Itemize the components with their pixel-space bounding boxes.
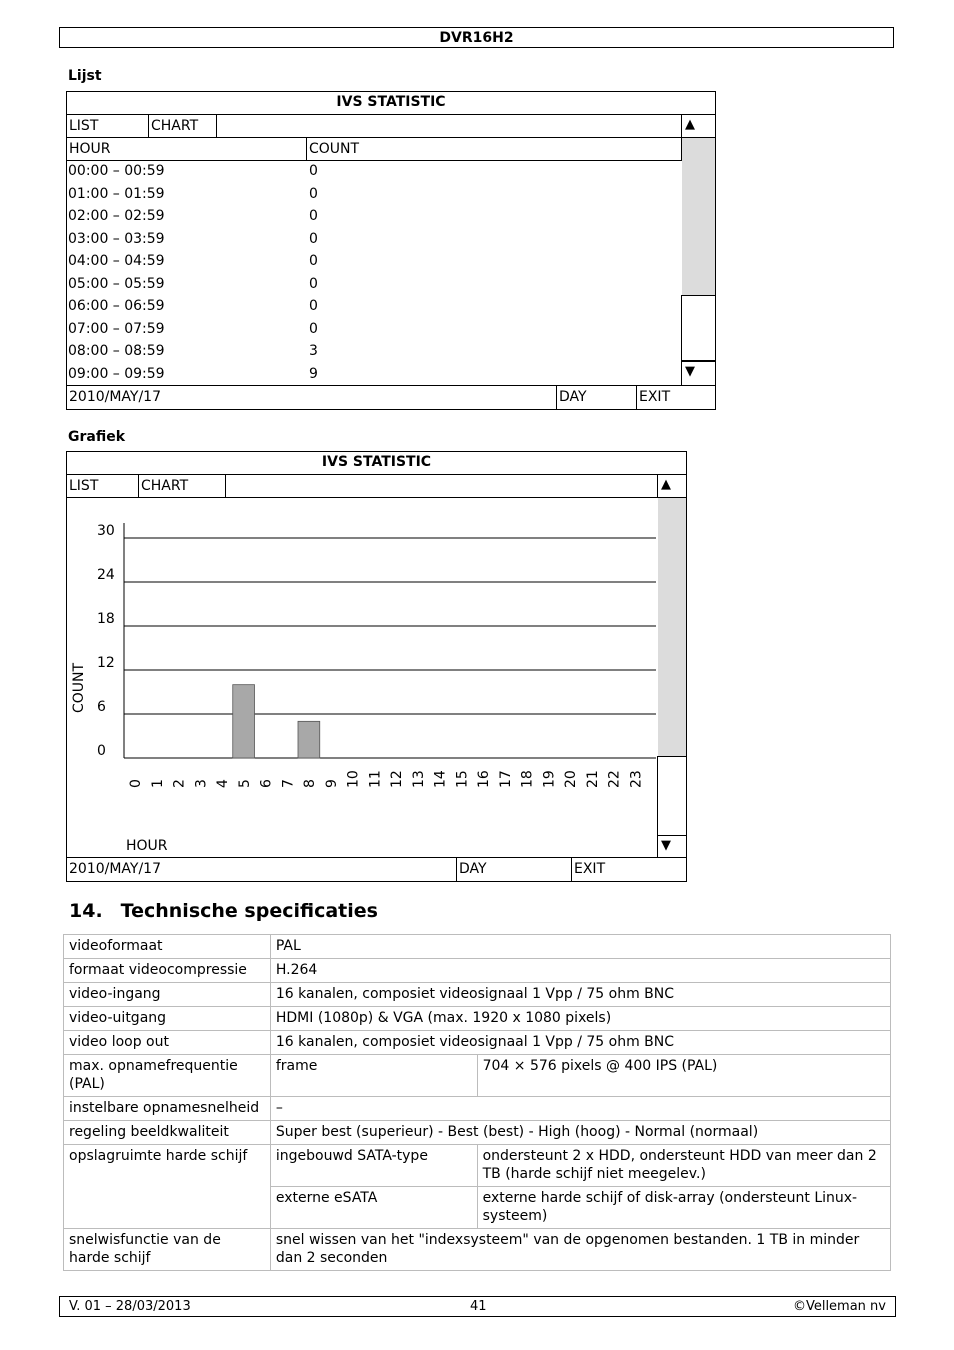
x-tick-label: 5: [236, 779, 253, 788]
scrollbar-thumb[interactable]: [658, 498, 686, 756]
window-title: IVS STATISTIC: [321, 454, 432, 470]
triangle-down-icon: ▼: [685, 364, 695, 379]
footer-version: V. 01 – 28/03/2013: [69, 1299, 191, 1314]
scrollbar-track[interactable]: [657, 756, 687, 836]
x-tick-label: 18: [519, 770, 536, 788]
bar: [233, 685, 255, 758]
tab-list[interactable]: [66, 114, 149, 138]
x-tick-labels: [128, 770, 644, 788]
scroll-up-button[interactable]: [657, 474, 687, 498]
y-tick-labels: [97, 523, 115, 759]
table-row: video-ingang 16 kanalen, composiet videosignaal 1 Vpp / 75 ohm BNC: [64, 983, 891, 1007]
table-row: regeling beeldkwaliteit Super best (superieur) - Best (best) - High (hoog) - Normal (normaal): [64, 1121, 891, 1145]
model-name: DVR16H2: [439, 30, 514, 46]
x-tick-label: 23: [628, 770, 645, 788]
x-tick-label: 7: [280, 779, 297, 788]
table-row: instelbare opnamesnelheid –: [64, 1097, 891, 1121]
date-display: 2010/MAY/17: [66, 857, 457, 882]
x-tick-label: 10: [345, 770, 362, 788]
day-button[interactable]: DAY: [456, 857, 572, 882]
tab-bar-spacer: [225, 474, 658, 498]
table-row: opslagruimte harde schijf ingebouwd SATA-type ondersteunt 2 x HDD, ondersteunt HDD van meer dan 2 TB (harde schijf niet meegelev.): [64, 1145, 891, 1187]
table-row: externe eSATA externe harde schijf of disk-array (ondersteunt Linux-systeem): [64, 1187, 891, 1229]
chart-grid: [124, 523, 656, 758]
tab-chart-label: CHART: [141, 478, 189, 494]
list-window: IVS STATISTIC LIST CHART ▲ HOUR COUNT ▼ 00:00 – 00:59 0 01:00 – 01:59 0 02:00 – 02:59 0 03:00 – 03:59 0 04:00 – 04:59 0 05:00 – 05:59 0 06:00 – 06:59 0 07:00 – 07:59 0 08:00 – 08:59 3 09:00 – 09:59 9 2010/MAY/17 DAY EXIT: [66, 91, 716, 410]
window-title: IVS STATISTIC: [336, 94, 446, 110]
scroll-down-button[interactable]: [681, 361, 716, 386]
scroll-down-button[interactable]: [657, 835, 687, 858]
x-tick-label: 0: [128, 779, 144, 788]
x-tick-label: 17: [497, 770, 514, 788]
tab-list[interactable]: [66, 474, 139, 498]
triangle-up-icon: ▲: [685, 117, 695, 132]
y-tick-label: 24: [97, 567, 115, 583]
x-tick-label: 14: [432, 770, 449, 788]
date-display: 2010/MAY/17: [66, 385, 557, 410]
tab-chart-label: CHART: [151, 118, 199, 134]
y-axis-label: COUNT: [71, 662, 87, 714]
heading-text: Technische specificaties: [120, 900, 378, 922]
footer-page-number: 41: [470, 1299, 487, 1314]
spec-table: [63, 934, 891, 1271]
table-row: max. opnamefrequentie (PAL) frame 704 × 576 pixels @ 400 IPS (PAL): [64, 1055, 891, 1097]
x-tick-label: 15: [454, 770, 471, 788]
y-tick-label: 12: [97, 655, 115, 671]
table-row: video-uitgang HDMI (1080p) & VGA (max. 1920 x 1080 pixels): [64, 1007, 891, 1031]
x-tick-label: 12: [389, 770, 405, 788]
exit-button[interactable]: EXIT: [636, 385, 716, 410]
x-tick-label: 9: [323, 779, 340, 788]
tab-list-label: LIST: [69, 478, 99, 494]
table-row: video loop out 16 kanalen, composiet videosignaal 1 Vpp / 75 ohm BNC: [64, 1031, 891, 1055]
y-tick-label: 6: [97, 699, 106, 715]
x-tick-label: 11: [367, 770, 384, 788]
x-tick-label: 4: [215, 779, 231, 788]
scrollbar-track[interactable]: [681, 295, 716, 361]
day-button[interactable]: DAY: [556, 385, 637, 410]
x-axis-label: HOUR: [126, 838, 168, 854]
x-tick-label: 21: [584, 770, 601, 788]
page-header: [59, 27, 894, 48]
x-tick-label: 19: [541, 770, 558, 788]
x-tick-label: 13: [410, 770, 427, 788]
x-tick-label: 1: [149, 779, 166, 788]
bar-chart: [67, 498, 657, 858]
chart-window: [66, 451, 687, 882]
y-tick-label: 0: [97, 743, 106, 759]
heading-number: 14.: [69, 900, 103, 922]
y-tick-label: 30: [97, 523, 115, 539]
list-section-title: Lijst: [68, 68, 102, 84]
triangle-up-icon: ▲: [661, 477, 671, 492]
scroll-up-button[interactable]: [681, 114, 716, 138]
tab-chart[interactable]: [138, 474, 226, 498]
table-row: videoformaat PAL: [64, 935, 891, 959]
page-footer: [59, 1296, 896, 1317]
exit-button[interactable]: EXIT: [571, 857, 687, 882]
chart-section-title: Grafiek: [68, 429, 126, 445]
footer-copyright: ©Velleman nv: [792, 1299, 886, 1314]
chart-bars: [233, 685, 320, 758]
tab-bar-spacer: [216, 114, 682, 138]
tab-chart[interactable]: [148, 114, 217, 138]
x-tick-label: 6: [258, 779, 275, 788]
section-heading: [69, 900, 378, 922]
x-tick-label: 16: [476, 770, 492, 788]
triangle-down-icon: ▼: [661, 838, 671, 853]
column-header-count: COUNT: [306, 137, 682, 161]
x-tick-label: 3: [193, 779, 210, 788]
tab-list-label: LIST: [69, 118, 99, 134]
table-row: snelwisfunctie van de harde schijf snel wissen van het "indexsysteem" van de opgenomen bestanden. 1 TB in minder dan 2 seconden: [64, 1229, 891, 1271]
y-tick-label: 18: [97, 611, 115, 627]
table-row: formaat videocompressie H.264: [64, 959, 891, 983]
x-tick-label: 22: [606, 770, 623, 788]
column-header-hour: HOUR: [66, 137, 307, 161]
bar: [298, 721, 320, 758]
x-tick-label: 2: [171, 779, 188, 788]
x-tick-label: 20: [563, 770, 579, 788]
scrollbar-thumb[interactable]: [682, 138, 715, 295]
x-tick-label: 8: [302, 779, 318, 788]
